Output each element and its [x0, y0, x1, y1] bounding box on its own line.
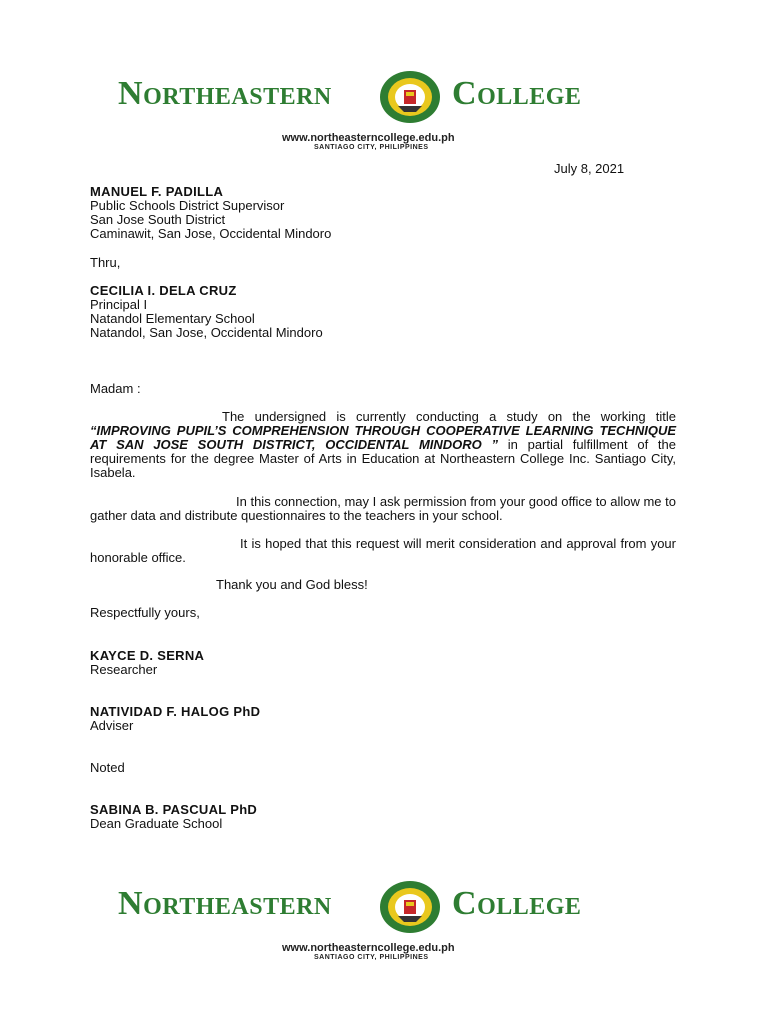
college-name-right: COLLEGE — [452, 885, 582, 922]
paragraph1-intro: The undersigned is currently conducting a study on the working title — [222, 409, 676, 424]
body-paragraph-4: Thank you and God bless! — [216, 577, 368, 592]
study-title: “IMPROVING PUPIL’S COMPREHENSION THROUGH COOPERATIVE LEARNING TECHNIQUE AT SAN JOSE SOUTH DISTRICT, OCCIDENTAL MINDORO ” — [90, 423, 676, 452]
salutation: Madam : — [90, 381, 141, 396]
college-name-left: NORTHEASTERN — [118, 75, 332, 112]
body-paragraph-3: It is hoped that this request will merit consideration and approval from your honorable office. — [90, 536, 676, 565]
adviser-signature — [90, 705, 676, 733]
letterhead-top — [0, 70, 768, 180]
recipient-line: Caminawit, San Jose, Occidental Mindoro — [90, 226, 332, 241]
dean-role: Dean Graduate School — [90, 816, 223, 831]
college-city: SANTIAGO CITY, PHILIPPINES — [314, 144, 429, 150]
dean-name: SABINA B. PASCUAL PhD — [90, 802, 258, 817]
thru-recipient-line: Principal I — [90, 297, 148, 312]
dean-signature — [90, 803, 676, 831]
website-link[interactable]: www.northeasterncollege.edu.ph — [282, 132, 455, 144]
college-name-right: COLLEGE — [452, 75, 582, 112]
thru-recipient-block — [90, 284, 676, 340]
adviser-name: NATIVIDAD F. HALOG PhD — [90, 704, 261, 719]
recipient-line: Public Schools District Supervisor — [90, 198, 285, 213]
adviser-role: Adviser — [90, 718, 134, 733]
college-seal-icon — [378, 70, 442, 124]
recipient-block — [90, 185, 676, 241]
closing: Respectfully yours, — [90, 605, 200, 620]
researcher-role: Researcher — [90, 662, 158, 677]
body-paragraph-1 — [90, 410, 676, 480]
researcher-name: KAYCE D. SERNA — [90, 648, 205, 663]
noted-label: Noted — [90, 760, 125, 775]
thru-recipient-line: Natandol, San Jose, Occidental Mindoro — [90, 325, 323, 340]
website-link[interactable]: www.northeasterncollege.edu.ph — [282, 942, 455, 954]
letterhead-bottom — [0, 880, 768, 990]
college-seal-icon — [378, 880, 442, 934]
paragraph1-rest: in partial fulfillment of the requirements for the degree Master of Arts in Education at Northeastern College Inc. Santiago City, Isabela. — [90, 437, 676, 480]
college-city: SANTIAGO CITY, PHILIPPINES — [314, 954, 429, 960]
researcher-signature — [90, 649, 676, 677]
body-paragraph-2: In this connection, may I ask permission from your good office to allow me to gather data and distribute questionnaires to the teachers in your school. — [90, 494, 676, 523]
recipient-name: MANUEL F. PADILLA — [90, 184, 224, 199]
thru-recipient-name: CECILIA I. DELA CRUZ — [90, 283, 237, 298]
thru-label: Thru, — [90, 255, 121, 270]
thru-recipient-line: Natandol Elementary School — [90, 311, 255, 326]
college-name-left: NORTHEASTERN — [118, 885, 332, 922]
letter-date: July 8, 2021 — [554, 161, 625, 176]
recipient-line: San Jose South District — [90, 212, 226, 227]
